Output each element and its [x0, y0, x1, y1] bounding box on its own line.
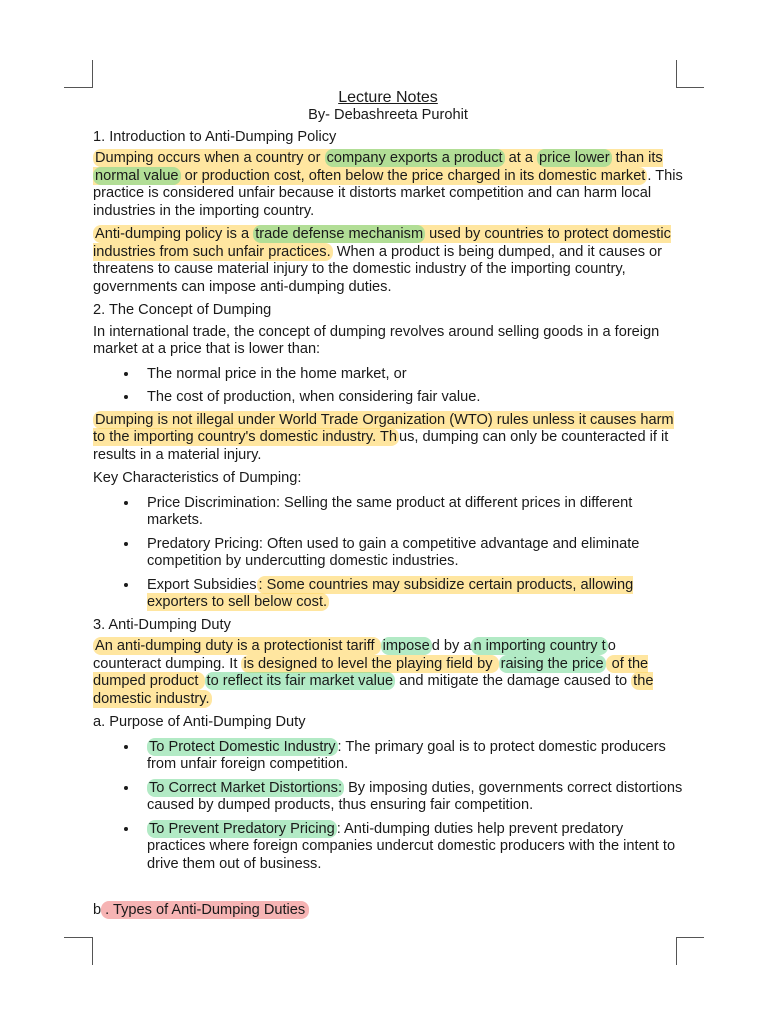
- text-span: : The primary goal is to protect domestic producers from unfair foreign competition.: [147, 738, 666, 772]
- highlight-green: to reflect its fair market value: [206, 673, 394, 689]
- document-author: By- Debashreeta Purohit: [308, 107, 468, 123]
- spacer: [93, 878, 683, 902]
- highlight-red: . Types of Anti-Dumping Duties: [101, 901, 309, 919]
- list-item: • Price Discrimination: Selling the same product at different prices in different markets.: [139, 494, 683, 530]
- subheading: Key Characteristics of Dumping:: [93, 470, 302, 486]
- paragraph: In international trade, the concept of dumping revolves around selling goods in a foreign market at a price that is lower than:: [93, 323, 660, 357]
- text-span: Export Subsidies: [147, 576, 257, 593]
- text-span: When a product is being dumped, and it causes or threatens to cause material injury to the domestic industry of the importing country, governments can impose anti-dumping duties.: [93, 243, 663, 295]
- section-heading: 1. Introduction to Anti-Dumping Policy: [93, 128, 337, 145]
- text-span: at a: [504, 150, 538, 166]
- highlight-green: price lower: [539, 150, 610, 166]
- text-span: : Anti-dumping duties help prevent predatory practices where foreign companies undercut domestic producers with the intent to drive them out of business.: [147, 820, 676, 872]
- paragraph: [93, 412, 683, 465]
- list-item: [139, 820, 683, 874]
- text-span: or production cost, often below the price charged in its domestic market: [180, 167, 646, 184]
- text-span: and mitigate the damage caused to: [395, 673, 632, 689]
- highlight-yellow: Dumping is not illegal under World Trade Organization (WTO) rules unless it causes harm to the importing country's domestic industry. Th: [93, 411, 674, 445]
- highlight-yellow: is designed to level the playing field by: [243, 655, 497, 672]
- section-heading: 2. The Concept of Dumping: [93, 302, 272, 318]
- subheading: [93, 902, 683, 920]
- list-item: [139, 576, 683, 612]
- document-title: Lecture Notes: [338, 89, 438, 106]
- text-span: us, dumping can only be counteracted if it results in a material injury.: [93, 429, 669, 463]
- list-item: • Predatory Pricing: Often used to gain a competitive advantage and eliminate competition by undercutting domestic industries.: [139, 535, 683, 571]
- section-heading: 3. Anti-Dumping Duty: [93, 616, 231, 633]
- subheading: a. Purpose of Anti-Dumping Duty: [93, 714, 306, 730]
- text-span: . This practice is considered unfair because it distorts market competition and can harm local industries in the importing country.: [93, 167, 683, 219]
- document-body: [93, 88, 683, 926]
- paragraph: [93, 638, 683, 708]
- highlight-green: To Prevent Predatory Pricing: [149, 820, 335, 837]
- highlight-yellow: of the dumped product: [93, 655, 649, 689]
- text-span: than its: [611, 150, 663, 166]
- highlight-yellow: An anti-dumping duty is a protectionist tariff: [95, 638, 379, 654]
- highlight-green: To Correct Market Distortions:: [149, 779, 343, 796]
- text-span: b: [93, 902, 102, 918]
- highlight-green: raising the price: [500, 655, 604, 672]
- highlight-green: n importing country t: [473, 638, 606, 654]
- highlight-yellow: : Some countries may subsidize certain products, allowing exporters to sell below cost.: [147, 576, 634, 610]
- highlight-green: trade defense mechanism: [255, 226, 424, 242]
- text-span: o counteract dumping. It: [93, 638, 616, 672]
- bullet-list: [93, 494, 683, 612]
- bullet-list: [93, 738, 683, 874]
- highlight-yellow: the domestic industry.: [93, 673, 654, 707]
- highlight-yellow: [93, 149, 663, 185]
- text-span: Anti-dumping policy is a: [95, 226, 254, 242]
- paragraph: [93, 150, 683, 220]
- text-span: used by countries to protect domestic industries from such unfair practices.: [93, 226, 671, 260]
- list-item: [139, 738, 683, 774]
- list-item: [139, 779, 683, 815]
- paragraph: [93, 226, 683, 296]
- text-span: d by a: [431, 638, 472, 654]
- list-item: • The cost of production, when considering fair value.: [139, 388, 683, 407]
- highlight-green: company exports a product: [326, 150, 503, 166]
- bullet-list: [93, 365, 683, 407]
- text-span: Dumping occurs when a country or: [95, 150, 325, 166]
- highlight-green: To Protect Domestic Industry: [149, 738, 336, 755]
- text-span: By imposing duties, governments correct distortions caused by dumped products, thus ensuring fair competition.: [147, 779, 683, 813]
- list-item: • The normal price in the home market, or: [139, 365, 683, 384]
- highlight-green: normal value: [95, 167, 179, 184]
- highlight-green: impose: [382, 638, 430, 654]
